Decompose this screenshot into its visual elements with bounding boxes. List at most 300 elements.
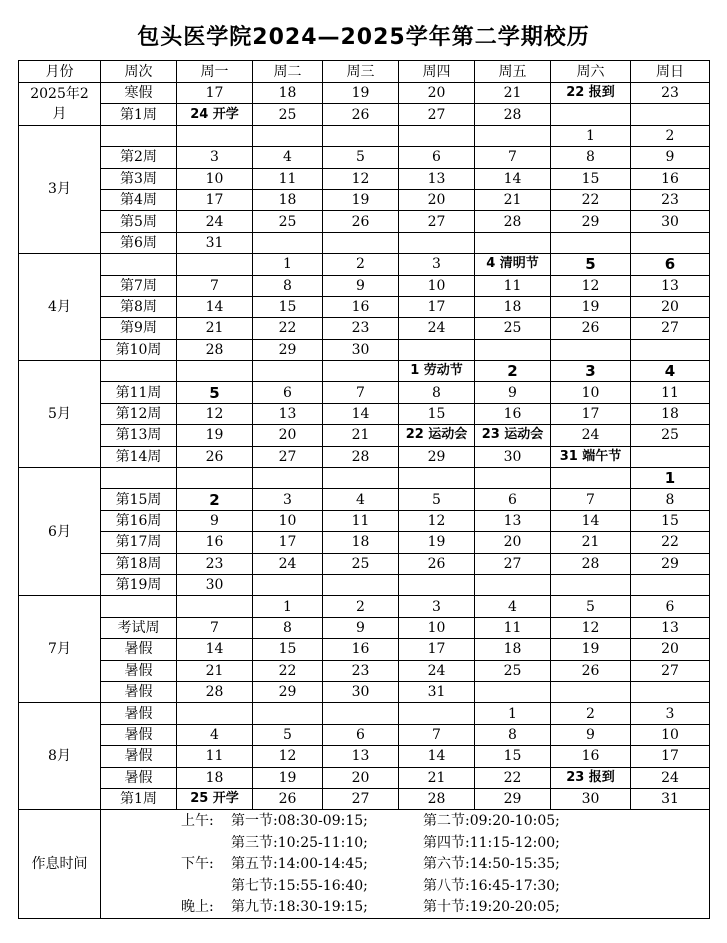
day-cell: 3 [177, 147, 253, 168]
day-cell: 22 [631, 532, 710, 553]
day-cell [399, 339, 475, 360]
week-label: 第3周 [101, 168, 177, 189]
day-cell: 16 [631, 168, 710, 189]
day-cell: 18 [323, 532, 399, 553]
day-cell: 1 劳动节 [399, 361, 475, 382]
day-cell: 12 [551, 617, 631, 638]
day-cell: 25 [475, 660, 551, 681]
day-cell: 12 [177, 403, 253, 424]
day-cell [177, 596, 253, 617]
schedule-content [101, 810, 710, 919]
day-cell: 29 [551, 211, 631, 232]
day-cell: 13 [323, 746, 399, 767]
day-cell: 23 [323, 660, 399, 681]
day-cell: 12 [253, 746, 323, 767]
day-cell: 13 [631, 275, 710, 296]
day-cell [475, 232, 551, 253]
day-cell: 20 [399, 189, 475, 210]
day-cell [551, 468, 631, 489]
day-cell: 28 [177, 681, 253, 702]
day-cell: 21 [177, 318, 253, 339]
week-row [19, 724, 710, 745]
day-cell: 24 [631, 767, 710, 788]
schedule-slot-left: 第七节:15:55-16:40; [231, 877, 368, 894]
day-cell: 24 [399, 660, 475, 681]
day-cell: 9 [323, 275, 399, 296]
calendar-table [18, 60, 710, 919]
day-cell: 14 [323, 403, 399, 424]
week-row [19, 339, 710, 360]
week-row [19, 489, 710, 510]
day-cell: 27 [253, 446, 323, 467]
day-cell [631, 446, 710, 467]
day-cell [631, 104, 710, 125]
day-cell: 17 [631, 746, 710, 767]
week-row [19, 275, 710, 296]
day-cell: 18 [177, 767, 253, 788]
day-cell [253, 703, 323, 724]
week-label: 暑假 [101, 681, 177, 702]
day-cell: 26 [551, 318, 631, 339]
week-label: 第16周 [101, 510, 177, 531]
day-cell [551, 339, 631, 360]
week-label: 第14周 [101, 446, 177, 467]
day-cell: 28 [551, 553, 631, 574]
day-cell: 6 [253, 382, 323, 403]
schedule-period-prefix: 晚上: [181, 899, 214, 916]
day-cell: 15 [631, 510, 710, 531]
day-cell: 20 [323, 767, 399, 788]
day-cell: 30 [631, 211, 710, 232]
day-cell: 27 [631, 318, 710, 339]
day-cell: 26 [323, 104, 399, 125]
day-cell: 28 [475, 211, 551, 232]
day-cell: 25 [323, 553, 399, 574]
day-cell: 9 [177, 510, 253, 531]
column-header: 周一 [177, 61, 253, 83]
day-cell: 31 [177, 232, 253, 253]
day-cell [177, 254, 253, 275]
day-cell: 3 [253, 489, 323, 510]
day-cell: 10 [551, 382, 631, 403]
day-cell: 30 [177, 574, 253, 595]
day-cell: 22 [475, 767, 551, 788]
column-header: 周六 [551, 61, 631, 83]
day-cell: 19 [177, 425, 253, 446]
month-label: 3月 [19, 125, 101, 253]
week-row [19, 403, 710, 424]
day-cell: 18 [475, 639, 551, 660]
day-cell: 9 [551, 724, 631, 745]
page-title: 包头医学院2024—2025学年第二学期校历 [137, 25, 590, 50]
day-cell: 16 [323, 296, 399, 317]
column-header: 周次 [101, 61, 177, 83]
day-cell [551, 104, 631, 125]
month-label: 8月 [19, 703, 101, 810]
day-cell: 12 [323, 168, 399, 189]
day-cell: 23 [631, 189, 710, 210]
day-cell: 6 [323, 724, 399, 745]
day-cell: 2 [177, 489, 253, 510]
day-cell: 6 [631, 254, 710, 275]
day-cell: 19 [399, 532, 475, 553]
day-cell: 3 [551, 361, 631, 382]
column-header: 周三 [323, 61, 399, 83]
day-cell: 11 [475, 275, 551, 296]
day-cell: 11 [177, 746, 253, 767]
day-cell: 11 [253, 168, 323, 189]
schedule-slot-left: 第一节:08:30-09:15; [231, 813, 368, 830]
week-label: 第5周 [101, 211, 177, 232]
day-cell: 24 开学 [177, 104, 253, 125]
day-cell: 10 [399, 617, 475, 638]
day-cell: 16 [323, 639, 399, 660]
week-label: 第10周 [101, 339, 177, 360]
day-cell: 26 [253, 788, 323, 809]
day-cell: 11 [323, 510, 399, 531]
day-cell [399, 125, 475, 146]
day-cell: 20 [631, 296, 710, 317]
week-row [19, 125, 710, 146]
day-cell: 4 [177, 724, 253, 745]
week-row [19, 746, 710, 767]
column-header: 周四 [399, 61, 475, 83]
month-label: 6月 [19, 468, 101, 596]
week-label: 考试周 [101, 617, 177, 638]
day-cell: 17 [253, 532, 323, 553]
day-cell: 28 [399, 788, 475, 809]
day-cell: 4 清明节 [475, 254, 551, 275]
day-cell [177, 361, 253, 382]
day-cell [631, 574, 710, 595]
day-cell: 29 [631, 553, 710, 574]
schedule-slot-left: 第九节:18:30-19:15; [231, 899, 368, 916]
day-cell: 5 [253, 724, 323, 745]
day-cell [475, 339, 551, 360]
week-label: 第18周 [101, 553, 177, 574]
day-cell: 20 [475, 532, 551, 553]
day-cell: 23 报到 [551, 767, 631, 788]
day-cell [399, 574, 475, 595]
day-cell: 5 [177, 382, 253, 403]
day-cell: 2 [551, 703, 631, 724]
schedule-slot-right: 第六节:14:50-15:35; [423, 856, 560, 873]
week-row [19, 532, 710, 553]
day-cell: 21 [475, 189, 551, 210]
day-cell: 7 [177, 617, 253, 638]
schedule-slot-left: 第三节:10:25-11:10; [231, 834, 368, 851]
day-cell: 15 [399, 403, 475, 424]
day-cell: 17 [399, 296, 475, 317]
day-cell: 29 [475, 788, 551, 809]
week-label: 第6周 [101, 232, 177, 253]
day-cell: 22 [253, 318, 323, 339]
day-cell: 1 [253, 254, 323, 275]
day-cell: 29 [253, 339, 323, 360]
day-cell: 14 [399, 746, 475, 767]
week-label [101, 468, 177, 489]
day-cell: 25 [253, 104, 323, 125]
day-cell: 25 [253, 211, 323, 232]
day-cell [177, 703, 253, 724]
month-label: 7月 [19, 596, 101, 703]
week-row [19, 83, 710, 104]
schedule-period-prefix: 下午: [181, 856, 214, 873]
day-cell [323, 361, 399, 382]
day-cell: 7 [475, 147, 551, 168]
day-cell: 16 [475, 403, 551, 424]
day-cell: 25 开学 [177, 788, 253, 809]
day-cell: 30 [551, 788, 631, 809]
week-row [19, 468, 710, 489]
day-cell: 2 [323, 596, 399, 617]
day-cell: 2 [475, 361, 551, 382]
day-cell: 16 [177, 532, 253, 553]
day-cell: 23 运动会 [475, 425, 551, 446]
week-row [19, 617, 710, 638]
week-row [19, 254, 710, 275]
day-cell: 17 [399, 639, 475, 660]
day-cell [475, 574, 551, 595]
week-row [19, 703, 710, 724]
day-cell: 15 [253, 296, 323, 317]
day-cell: 10 [631, 724, 710, 745]
week-label [101, 596, 177, 617]
week-label: 寒假 [101, 83, 177, 104]
day-cell: 17 [551, 403, 631, 424]
week-label: 第9周 [101, 318, 177, 339]
week-label: 第2周 [101, 147, 177, 168]
day-cell: 1 [631, 468, 710, 489]
week-row [19, 318, 710, 339]
day-cell: 6 [399, 147, 475, 168]
day-cell [323, 703, 399, 724]
week-row [19, 660, 710, 681]
schedule-row [19, 810, 710, 919]
week-label: 第8周 [101, 296, 177, 317]
day-cell: 6 [631, 596, 710, 617]
day-cell: 9 [323, 617, 399, 638]
day-cell: 30 [323, 681, 399, 702]
day-cell [551, 681, 631, 702]
day-cell: 14 [177, 639, 253, 660]
day-cell [631, 339, 710, 360]
day-cell: 8 [631, 489, 710, 510]
day-cell: 13 [475, 510, 551, 531]
day-cell: 14 [551, 510, 631, 531]
week-label: 暑假 [101, 703, 177, 724]
day-cell [399, 703, 475, 724]
week-row [19, 211, 710, 232]
day-cell: 8 [551, 147, 631, 168]
column-header: 周五 [475, 61, 551, 83]
day-cell [551, 232, 631, 253]
day-cell: 26 [323, 211, 399, 232]
schedule-label: 作息时间 [19, 810, 101, 919]
week-row [19, 446, 710, 467]
week-label: 第1周 [101, 104, 177, 125]
day-cell [177, 125, 253, 146]
day-cell [551, 574, 631, 595]
day-cell: 17 [177, 83, 253, 104]
week-label: 第12周 [101, 403, 177, 424]
day-cell: 5 [551, 596, 631, 617]
day-cell: 5 [399, 489, 475, 510]
day-cell: 25 [631, 425, 710, 446]
day-cell: 31 端午节 [551, 446, 631, 467]
day-cell: 31 [399, 681, 475, 702]
day-cell: 19 [253, 767, 323, 788]
day-cell: 18 [631, 403, 710, 424]
day-cell: 27 [631, 660, 710, 681]
schedule-slot-right: 第八节:16:45-17:30; [423, 877, 560, 894]
day-cell: 8 [253, 275, 323, 296]
day-cell: 28 [323, 446, 399, 467]
day-cell [177, 468, 253, 489]
day-cell: 19 [323, 83, 399, 104]
day-cell [475, 125, 551, 146]
day-cell: 26 [177, 446, 253, 467]
day-cell: 27 [399, 104, 475, 125]
header-row [19, 61, 710, 83]
day-cell [253, 468, 323, 489]
day-cell [475, 468, 551, 489]
day-cell: 23 [323, 318, 399, 339]
day-cell: 11 [631, 382, 710, 403]
week-label: 第1周 [101, 788, 177, 809]
week-row [19, 574, 710, 595]
week-row [19, 553, 710, 574]
day-cell [253, 125, 323, 146]
day-cell: 22 [551, 189, 631, 210]
day-cell: 11 [475, 617, 551, 638]
day-cell: 24 [253, 553, 323, 574]
week-label: 第7周 [101, 275, 177, 296]
schedule-slot-right: 第四节:11:15-12:00; [423, 834, 560, 851]
day-cell: 29 [253, 681, 323, 702]
day-cell: 24 [177, 211, 253, 232]
day-cell: 18 [253, 83, 323, 104]
day-cell: 12 [551, 275, 631, 296]
day-cell: 14 [475, 168, 551, 189]
column-header: 月份 [19, 61, 101, 83]
day-cell: 15 [253, 639, 323, 660]
week-label: 第17周 [101, 532, 177, 553]
day-cell: 23 [631, 83, 710, 104]
week-row [19, 596, 710, 617]
day-cell: 10 [399, 275, 475, 296]
week-label: 暑假 [101, 660, 177, 681]
week-label: 第19周 [101, 574, 177, 595]
day-cell: 12 [399, 510, 475, 531]
day-cell: 21 [323, 425, 399, 446]
day-cell [253, 361, 323, 382]
week-row [19, 681, 710, 702]
day-cell: 10 [177, 168, 253, 189]
day-cell: 3 [399, 596, 475, 617]
day-cell: 9 [475, 382, 551, 403]
day-cell: 13 [631, 617, 710, 638]
day-cell: 6 [475, 489, 551, 510]
day-cell [323, 232, 399, 253]
day-cell: 7 [399, 724, 475, 745]
day-cell: 5 [323, 147, 399, 168]
day-cell: 24 [551, 425, 631, 446]
day-cell: 31 [631, 788, 710, 809]
week-row [19, 382, 710, 403]
day-cell: 8 [399, 382, 475, 403]
day-cell: 26 [399, 553, 475, 574]
day-cell: 1 [475, 703, 551, 724]
day-cell: 27 [399, 211, 475, 232]
day-cell: 26 [551, 660, 631, 681]
day-cell: 15 [551, 168, 631, 189]
schedule-period-prefix: 上午: [181, 813, 214, 830]
day-cell: 13 [253, 403, 323, 424]
week-label: 暑假 [101, 639, 177, 660]
day-cell: 22 [253, 660, 323, 681]
day-cell: 23 [177, 553, 253, 574]
day-cell [323, 574, 399, 595]
day-cell: 1 [551, 125, 631, 146]
day-cell: 13 [399, 168, 475, 189]
day-cell [475, 681, 551, 702]
day-cell: 18 [475, 296, 551, 317]
day-cell: 15 [475, 746, 551, 767]
day-cell: 7 [323, 382, 399, 403]
day-cell: 3 [631, 703, 710, 724]
week-row [19, 296, 710, 317]
day-cell [631, 232, 710, 253]
day-cell: 21 [475, 83, 551, 104]
day-cell: 2 [323, 254, 399, 275]
day-cell: 10 [253, 510, 323, 531]
day-cell: 30 [323, 339, 399, 360]
day-cell: 19 [323, 189, 399, 210]
week-label [101, 125, 177, 146]
day-cell: 4 [253, 147, 323, 168]
month-label: 5月 [19, 361, 101, 468]
week-label: 第11周 [101, 382, 177, 403]
week-row [19, 510, 710, 531]
month-label: 2025年2月 [19, 83, 101, 126]
day-cell: 24 [399, 318, 475, 339]
day-cell: 27 [323, 788, 399, 809]
day-cell: 28 [177, 339, 253, 360]
day-cell: 19 [551, 639, 631, 660]
day-cell: 22 运动会 [399, 425, 475, 446]
week-row [19, 147, 710, 168]
calendar-body [19, 61, 710, 919]
column-header: 周二 [253, 61, 323, 83]
day-cell: 18 [253, 189, 323, 210]
day-cell: 29 [399, 446, 475, 467]
week-row [19, 104, 710, 125]
day-cell [399, 232, 475, 253]
day-cell: 3 [399, 254, 475, 275]
day-cell [399, 468, 475, 489]
day-cell: 28 [475, 104, 551, 125]
day-cell: 21 [551, 532, 631, 553]
column-header: 周日 [631, 61, 710, 83]
day-cell: 21 [177, 660, 253, 681]
day-cell: 22 报到 [551, 83, 631, 104]
week-label [101, 254, 177, 275]
day-cell: 25 [475, 318, 551, 339]
day-cell: 20 [399, 83, 475, 104]
day-cell [323, 125, 399, 146]
day-cell [253, 574, 323, 595]
